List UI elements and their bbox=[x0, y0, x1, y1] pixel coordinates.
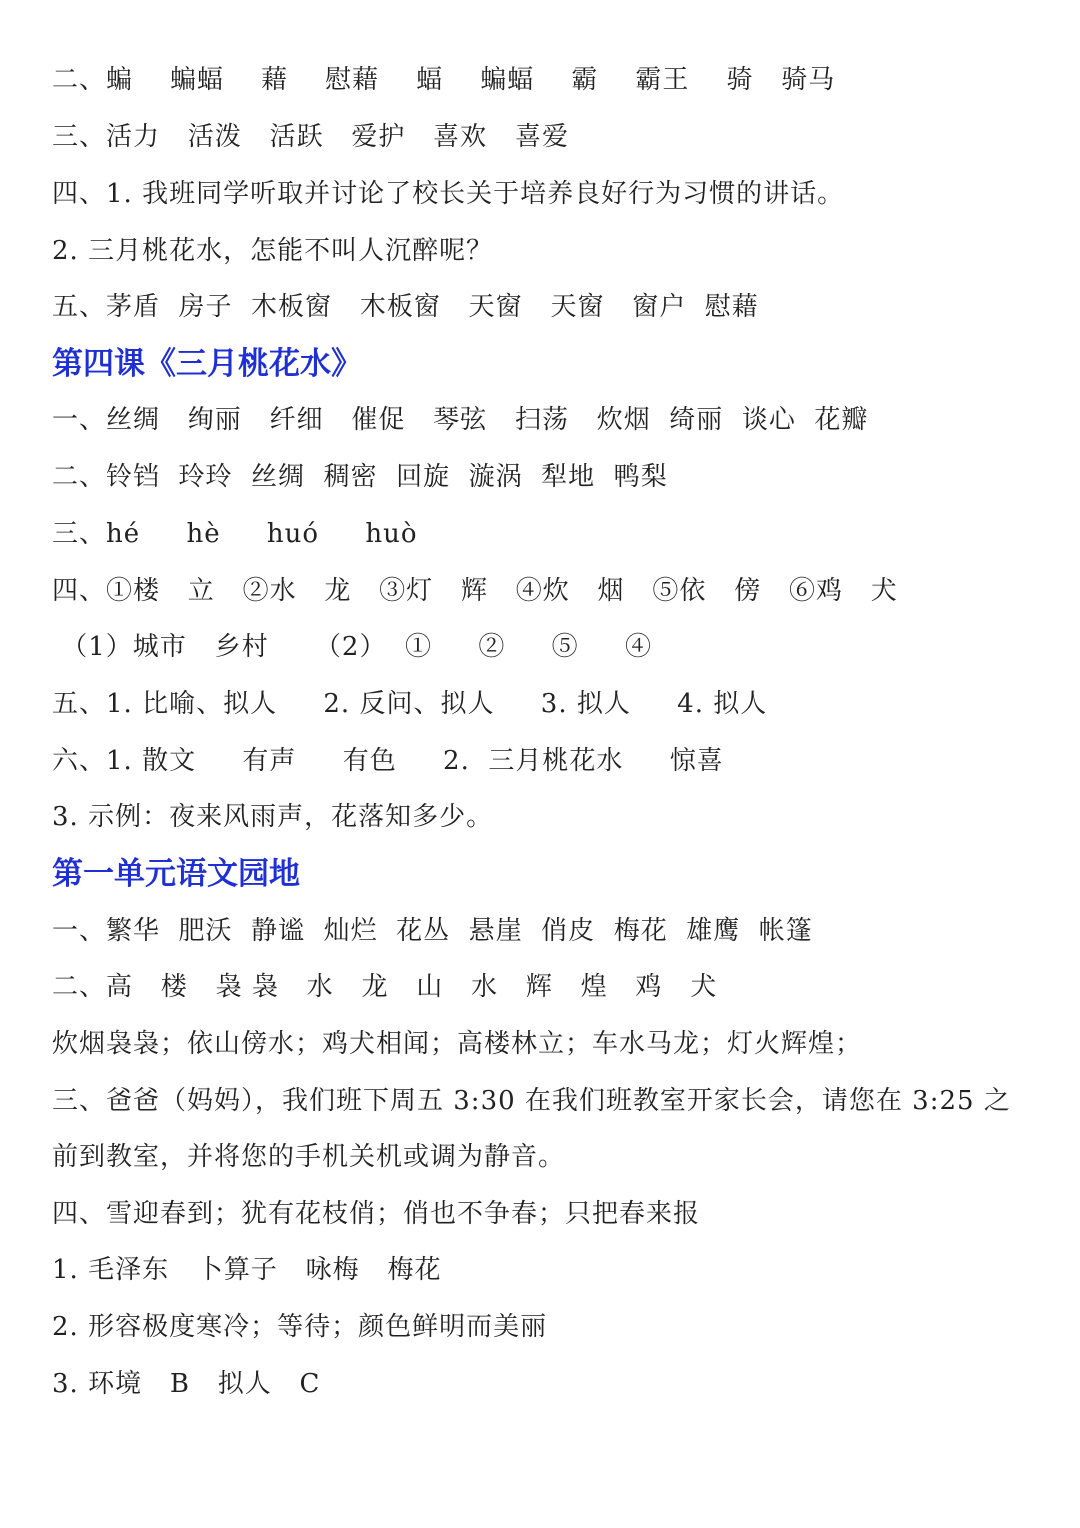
answer-line-5-rhetoric: 五、1. 比喻、拟人 2. 反问、拟人 3. 拟人 4. 拟人 bbox=[52, 689, 768, 719]
answer-line-6-reading: 六、1. 散文 有声 有色 2. 三月桃花水 惊喜 bbox=[52, 746, 724, 776]
answer-line-3-notice-part-1: 三、爸爸（妈妈），我们班下周五 3:30 在我们班教室开家长会，请您在 3:25 之 bbox=[52, 1086, 1011, 1116]
answer-line-4-sentence-2: 2. 三月桃花水，怎能不叫人沉醉呢？ bbox=[52, 236, 494, 266]
answer-line-2-characters: 二、高 楼 袅 袅 水 龙 山 水 辉 煌 鸡 犬 bbox=[52, 972, 718, 1002]
answer-line-2-idioms: 炊烟袅袅；依山傍水；鸡犬相闻；高楼林立；车水马龙；灯火辉煌； bbox=[52, 1029, 863, 1059]
section-heading-lesson-4: 第四课《三月桃花水》 bbox=[52, 346, 362, 382]
answer-line-5-words: 五、茅盾 房子 木板窗 木板窗 天窗 天窗 窗户 慰藉 bbox=[52, 292, 759, 322]
answer-line-4-poem: 四、雪迎春到；犹有花枝俏；俏也不争春；只把春来报 bbox=[52, 1199, 701, 1229]
answer-line-3-words: 三、活力 活泼 活跃 爱护 喜欢 喜爱 bbox=[52, 122, 569, 152]
answer-line-3-notice-part-2: 前到教室，并将您的手机关机或调为静音。 bbox=[52, 1142, 566, 1172]
answer-line-4-sub-2: 2. 形容极度寒冷；等待；颜色鲜明而美丽 bbox=[52, 1312, 548, 1342]
answer-line-6-example: 3. 示例：夜来风雨声，花落知多少。 bbox=[52, 802, 494, 832]
section-heading-unit-1-garden: 第一单元语文园地 bbox=[52, 856, 300, 892]
answer-line-4-subanswers: （1）城市 乡村 （2） ① ② ⑤ ④ bbox=[52, 632, 652, 662]
answer-line-2-words: 二、蝙 蝙蝠 藉 慰藉 蝠 蝙蝠 霸 霸王 骑 骑马 bbox=[52, 65, 836, 95]
answer-line-2-words: 二、铃铛 玲玲 丝绸 稠密 回旋 漩涡 犁地 鸭梨 bbox=[52, 462, 668, 492]
answer-line-4-sub-3: 3. 环境 B 拟人 C bbox=[52, 1369, 321, 1399]
answer-line-4-pairs: 四、①楼 立 ②水 龙 ③灯 辉 ④炊 烟 ⑤依 傍 ⑥鸡 犬 bbox=[52, 576, 898, 606]
answer-line-1-words: 一、丝绸 绚丽 纤细 催促 琴弦 扫荡 炊烟 绮丽 谈心 花瓣 bbox=[52, 405, 869, 435]
answer-line-4-sub-1: 1. 毛泽东 卜算子 咏梅 梅花 bbox=[52, 1255, 442, 1285]
answer-line-3-pinyin: 三、hé hè huó huò bbox=[52, 519, 418, 549]
answer-line-1-words: 一、繁华 肥沃 静谧 灿烂 花丛 悬崖 俏皮 梅花 雄鹰 帐篷 bbox=[52, 916, 813, 946]
answer-line-4-sentence-1: 四、1. 我班同学听取并讨论了校长关于培养良好行为习惯的讲话。 bbox=[52, 179, 845, 209]
